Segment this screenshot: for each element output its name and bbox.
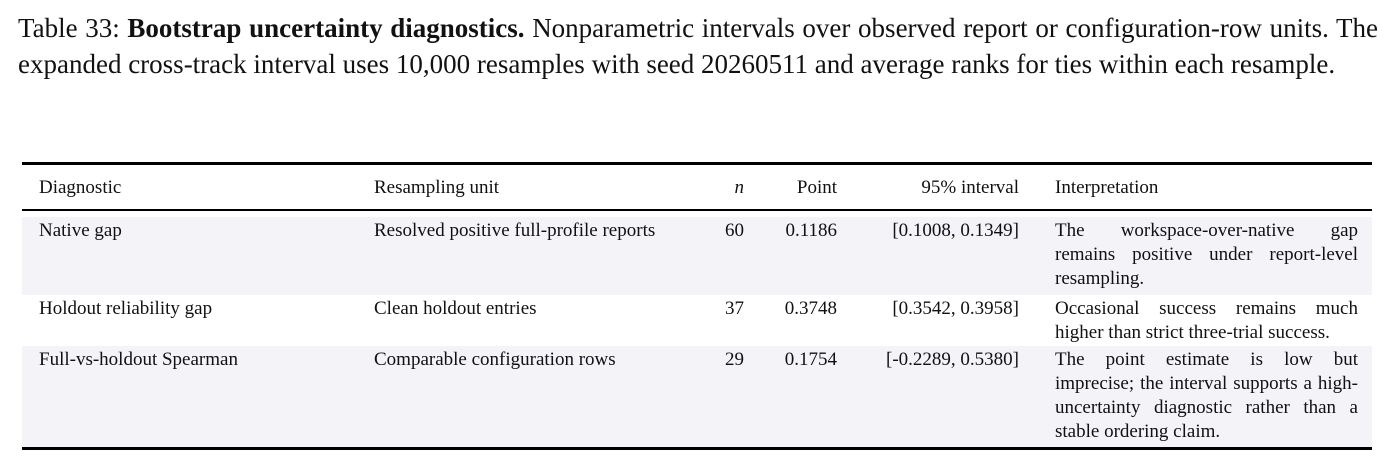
header-interpretation: Interpretation: [1055, 177, 1159, 198]
cell-point: 0.1186: [785, 220, 837, 241]
cell-interpretation: The workspace-over-native gap remains positive under report-level resampling.: [1055, 220, 1358, 289]
cell-resampling-unit: Comparable configuration rows: [374, 349, 616, 370]
cell-n: 37: [725, 298, 744, 319]
table-caption: [18, 10, 1378, 82]
cell-resampling-unit: Resolved positive full-profile reports: [374, 220, 656, 241]
table-row: [22, 295, 1372, 346]
caption-text: Nonparametric intervals over observed report or configuration-row units. The expanded cross-track interval uses 10,000 resamples with seed 20260511 and average ranks for ties within each resample.: [18, 13, 1379, 79]
cell-diagnostic: Holdout reliability gap: [39, 298, 213, 319]
caption-title: Bootstrap uncertainty diagnostics.: [127, 13, 525, 43]
cell-n: 29: [725, 349, 744, 370]
table-row: [22, 346, 1372, 447]
header-diagnostic: Diagnostic: [39, 177, 122, 198]
header-n: n: [734, 177, 744, 198]
cell-n: 60: [725, 220, 744, 241]
cell-interpretation: Occasional success remains much higher than strict three-trial success.: [1055, 298, 1358, 343]
cell-interval: [-0.2289, 0.5380]: [886, 349, 1019, 370]
diagnostics-table: [22, 162, 1372, 450]
cell-interval: [0.1008, 0.1349]: [892, 220, 1019, 241]
caption-label: Table 33:: [18, 13, 120, 43]
cell-interpretation: The point estimate is low but imprecise; the interval supports a high-uncertainty diagnostic rather than a stable ordering claim.: [1055, 349, 1358, 442]
header-point: Point: [796, 177, 837, 198]
header-resampling-unit: Resampling unit: [374, 177, 500, 198]
cell-diagnostic: Native gap: [39, 220, 122, 241]
cell-interval: [0.3542, 0.3958]: [892, 298, 1019, 319]
cell-diagnostic: Full-vs-holdout Spearman: [39, 349, 238, 370]
cell-resampling-unit: Clean holdout entries: [374, 298, 537, 319]
table-header-row: [22, 165, 1372, 211]
cell-point: 0.3748: [784, 298, 837, 319]
table-row: [22, 217, 1372, 295]
cell-point: 0.1754: [784, 349, 837, 370]
header-interval: 95% interval: [921, 177, 1019, 198]
